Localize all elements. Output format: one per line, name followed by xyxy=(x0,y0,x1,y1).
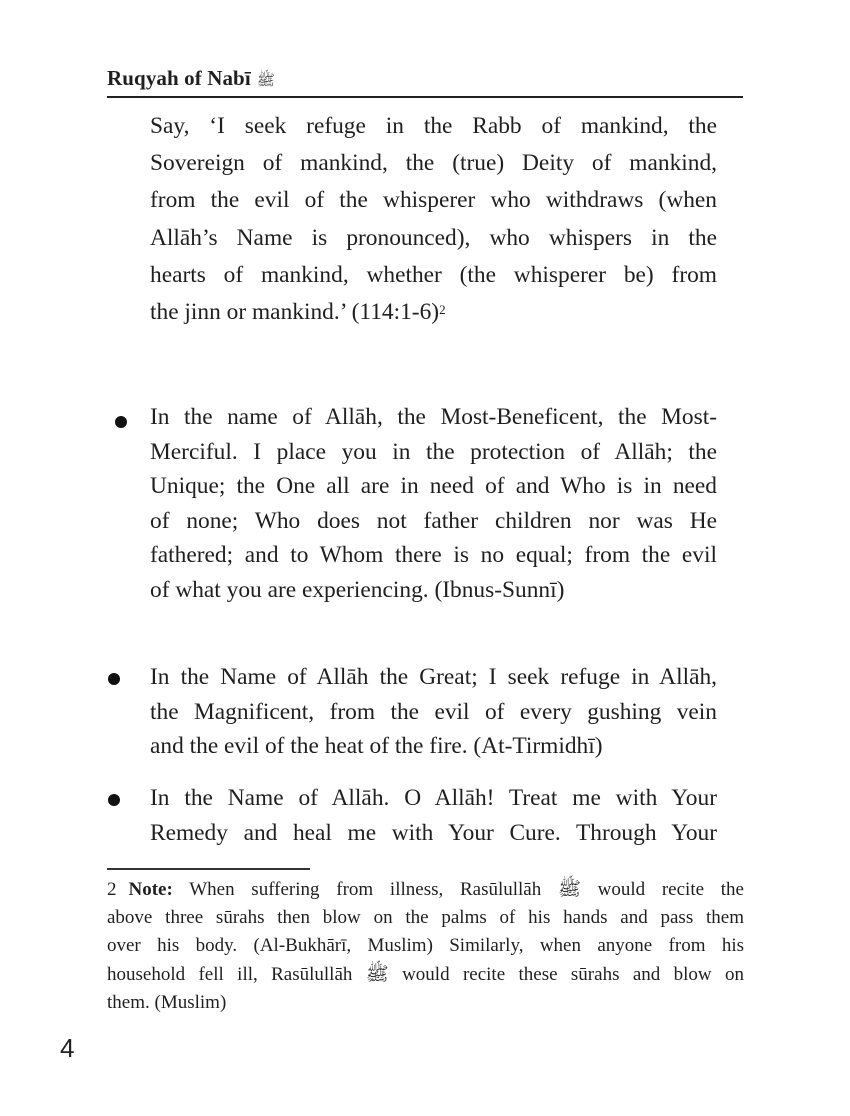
dua-bullet-3 xyxy=(150,781,717,850)
running-header-title xyxy=(107,66,275,93)
footnote-line: them. (Muslim) xyxy=(107,991,227,1013)
quote-line xyxy=(150,294,717,331)
running-header xyxy=(107,64,743,98)
quran-quote-block xyxy=(150,108,717,331)
dua-line: Remedy and heal me with Your Cure. Through Your xyxy=(150,819,717,846)
footnote-number: 2 xyxy=(107,879,117,900)
dua-line: In the Name of Allāh the Great; I seek refuge in Allāh, xyxy=(150,664,717,690)
quote-line: Sovereign of mankind, the (true) Deity of mankind, xyxy=(150,150,717,177)
footnote-divider xyxy=(107,868,310,870)
dua-line: of none; Who does not father children nor was He xyxy=(150,507,717,534)
footnote-line xyxy=(107,876,744,904)
dua-line: Unique; the One all are in need of and Who is in need xyxy=(150,473,717,499)
footnote xyxy=(107,876,744,1017)
dua-line: and the evil of the heat of the fire. (At-Tirmidhī) xyxy=(150,733,603,759)
footnote-line: over his body. (Al-Bukhārī, Muslim) Similarly, when anyone from his xyxy=(107,935,744,957)
quote-line: from the evil of the whisperer who withdraws (when xyxy=(150,187,717,214)
honorific-symbol-icon: ﷺ xyxy=(256,73,275,89)
footnote-note-label: Note: xyxy=(128,879,173,900)
quote-line: hearts of mankind, whether (the whisperer be) from xyxy=(150,261,717,288)
footnote-line: household fell ill, Rasūlullāh ﷺ would recite these sūrahs and blow on xyxy=(107,963,744,985)
footnote-line-text: When suffering from illness, Rasūlullāh ﷺ would recite the xyxy=(189,879,744,900)
footnote-line: above three sūrahs then blow on the palms of his hands and pass them xyxy=(107,907,744,929)
header-title-text: Ruqyah of Nabī xyxy=(107,66,251,90)
dua-bullet-1 xyxy=(150,400,717,607)
dua-line: In the name of Allāh, the Most-Beneficent, the Most- xyxy=(150,404,717,430)
quote-line: Say, ‘I seek refuge in the Rabb of mankind, the xyxy=(150,113,717,139)
bullet-icon xyxy=(108,673,120,685)
dua-bullet-2 xyxy=(150,660,717,764)
dua-line: the Magnificent, from the evil of every gushing vein xyxy=(150,698,717,725)
footnote-reference[interactable]: 2 xyxy=(439,302,446,318)
page-number: 4 xyxy=(60,1033,75,1063)
dua-line: Merciful. I place you in the protection of Allāh; the xyxy=(150,438,717,465)
quote-last-line-text: the jinn or mankind.’ (114:1-6) xyxy=(150,299,440,326)
bullet-icon xyxy=(115,416,127,428)
dua-line: of what you are experiencing. (Ibnus-Sunnī) xyxy=(150,576,565,603)
dua-line: fathered; and to Whom there is no equal; from the evil xyxy=(150,542,717,568)
quote-line: Allāh’s Name is pronounced), who whispers in the xyxy=(150,224,717,251)
bullet-icon xyxy=(108,794,120,806)
dua-line: In the Name of Allāh. O Allāh! Treat me with Your xyxy=(150,785,717,811)
